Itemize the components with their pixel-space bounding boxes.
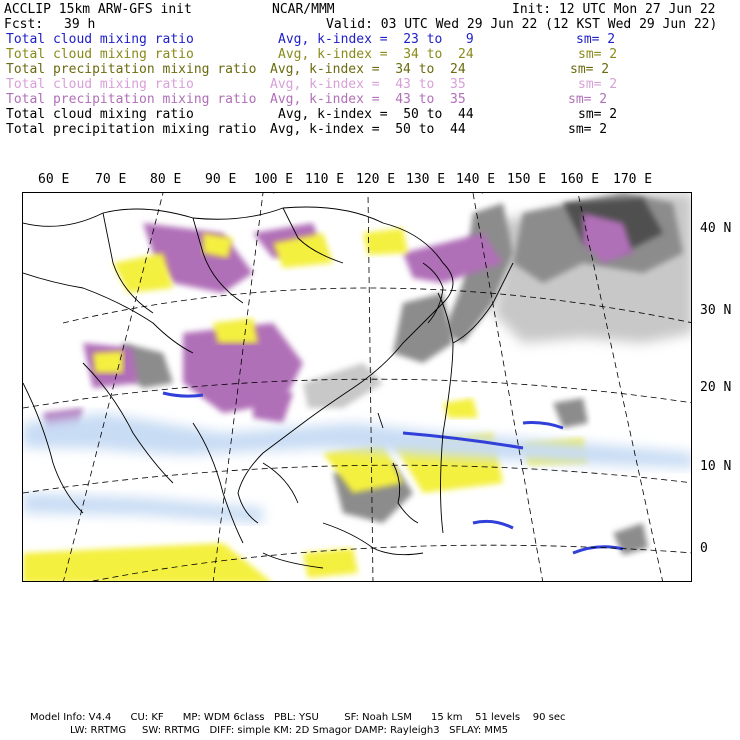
lat-label: 0 xyxy=(700,541,708,556)
lat-label: 10 N xyxy=(700,459,732,474)
legend-sm-5: sm= 2 xyxy=(578,107,618,122)
lon-label: 160 E xyxy=(560,172,600,187)
lon-label: 80 E xyxy=(150,172,182,187)
legend-avg-2: Avg, k-index = 34 to 24 xyxy=(270,62,466,77)
map-panel[interactable] xyxy=(22,192,692,582)
legend-field-3: Total cloud mixing ratio xyxy=(6,77,194,92)
legend-sm-3: sm= 2 xyxy=(578,77,618,92)
forecast-label: Fcst: xyxy=(4,17,44,32)
lon-label: 60 E xyxy=(38,172,70,187)
legend-avg-6: Avg, k-index = 50 to 44 xyxy=(270,122,466,137)
org-label: NCAR/MMM xyxy=(272,2,335,17)
legend-field-2: Total precipitation mixing ratio xyxy=(6,62,257,77)
map-canvas xyxy=(23,193,692,582)
lon-label: 70 E xyxy=(95,172,127,187)
lat-label: 30 N xyxy=(700,303,732,318)
lat-label: 20 N xyxy=(700,380,732,395)
lon-label: 150 E xyxy=(507,172,547,187)
forecast-hours: 39 h xyxy=(64,17,96,32)
legend-field-0: Total cloud mixing ratio xyxy=(6,32,194,47)
legend-avg-1: Avg, k-index = 34 to 24 xyxy=(278,47,474,62)
model-info-line2: LW: RRTMG SW: RRTMG DIFF: simple KM: 2D Smagor DAMP: Rayleigh3 SFLAY: MM5 xyxy=(70,725,509,736)
lon-label: 140 E xyxy=(456,172,496,187)
lon-label: 170 E xyxy=(613,172,653,187)
legend-field-1: Total cloud mixing ratio xyxy=(6,47,194,62)
lon-label: 130 E xyxy=(406,172,446,187)
legend-field-4: Total precipitation mixing ratio xyxy=(6,92,257,107)
valid-time: Valid: 03 UTC Wed 29 Jun 22 (12 KST Wed 29 Jun 22) xyxy=(326,17,718,32)
legend-sm-1: sm= 2 xyxy=(578,47,618,62)
lat-label: 40 N xyxy=(700,221,732,236)
legend-avg-5: Avg, k-index = 50 to 44 xyxy=(278,107,474,122)
legend-sm-0: sm= 2 xyxy=(576,32,616,47)
legend-sm-6: sm= 2 xyxy=(568,122,608,137)
legend-avg-4: Avg, k-index = 43 to 35 xyxy=(270,92,466,107)
lon-label: 120 E xyxy=(356,172,396,187)
legend-sm-4: sm= 2 xyxy=(568,92,608,107)
model-info-line1: Model Info: V4.4 CU: KF MP: WDM 6class PBL: YSU SF: Noah LSM 15 km 51 levels 90 sec xyxy=(30,712,566,723)
legend-avg-3: Avg, k-index = 43 to 35 xyxy=(270,77,466,92)
init-time: Init: 12 UTC Mon 27 Jun 22 xyxy=(512,2,716,17)
legend-sm-2: sm= 2 xyxy=(570,62,610,77)
legend-field-5: Total cloud mixing ratio xyxy=(6,107,194,122)
lon-label: 90 E xyxy=(205,172,237,187)
lon-label: 110 E xyxy=(305,172,345,187)
model-title: ACCLIP 15km ARW-GFS init xyxy=(4,2,192,17)
legend-avg-0: Avg, k-index = 23 to 9 xyxy=(278,32,474,47)
lon-label: 100 E xyxy=(254,172,294,187)
legend-field-6: Total precipitation mixing ratio xyxy=(6,122,257,137)
